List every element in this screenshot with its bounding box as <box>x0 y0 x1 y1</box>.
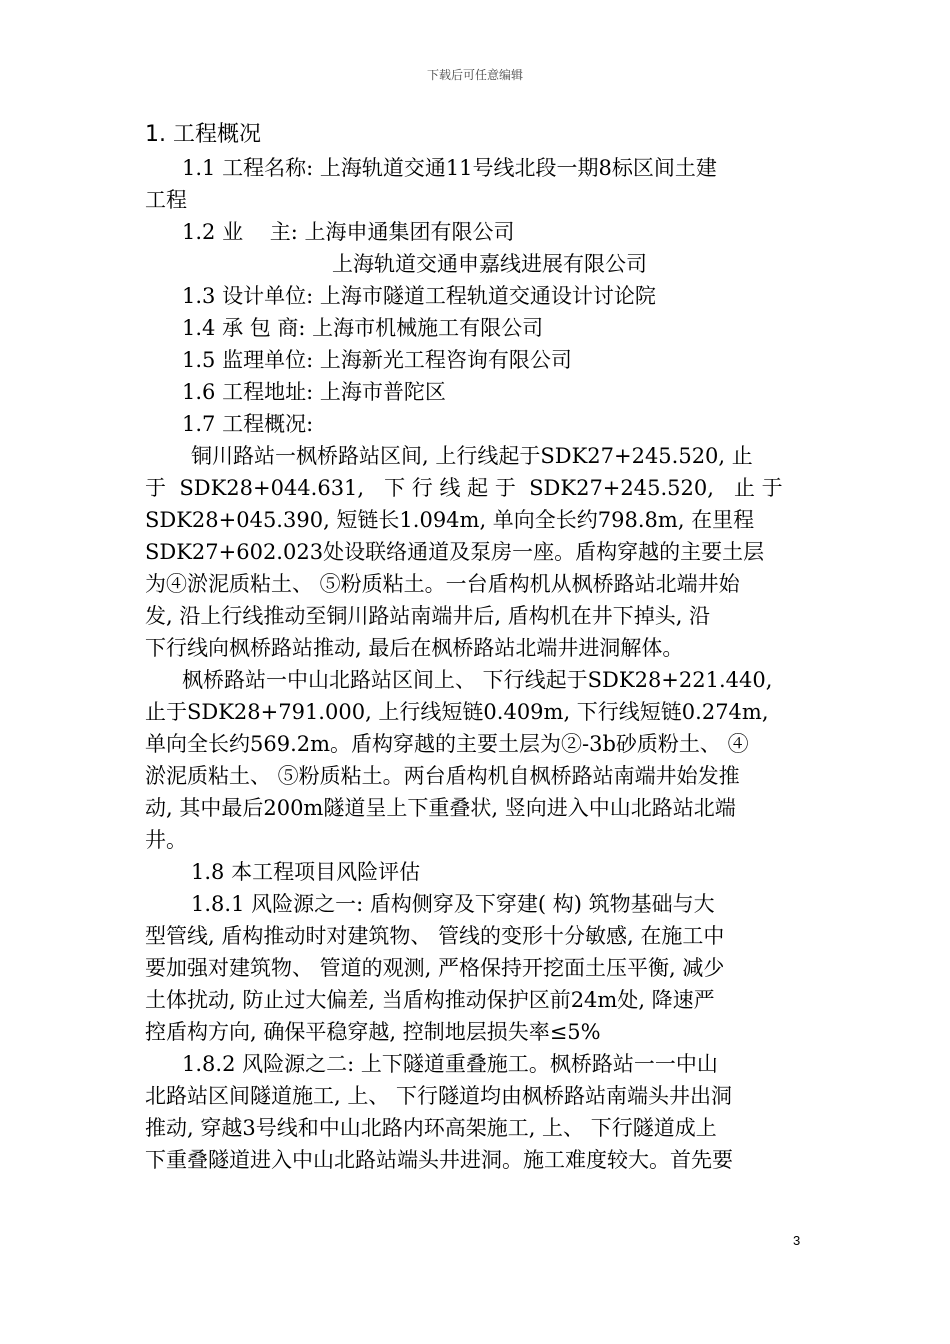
project-name-line: 1.1 工程名称: 上海轨道交通11号线北段一期8标区间土建 <box>182 156 717 180</box>
supervisor-line: 1.5 监理单位: 上海新光工程咨询有限公司 <box>182 348 572 372</box>
paragraph-line: 型管线, 盾构推动时对建筑物、 管线的变形十分敏感, 在施工中 <box>145 924 725 948</box>
paragraph-line: 枫桥路站一中山北路站区间上、 下行线起于SDK28+221.440, <box>182 668 773 692</box>
designer-line: 1.3 设计单位: 上海市隧道工程轨道交通设计讨论院 <box>182 284 656 308</box>
page-header: 下载后可任意编辑 <box>426 68 523 82</box>
paragraph-line: 控盾构方向, 确保平稳穿越, 控制地层损失率≤5% <box>145 1020 601 1044</box>
overview-line: 1.7 工程概况: <box>182 412 314 436</box>
paragraph-line: 动, 其中最后200m隧道呈上下重叠状, 竖向进入中山北路站北端 <box>145 796 736 820</box>
paragraph-line: 要加强对建筑物、 管道的观测, 严格保持开挖面土压平衡, 减少 <box>145 956 725 980</box>
document-body <box>145 118 810 1176</box>
paragraph-line: 单向全长约569.2m。盾构穿越的主要土层为②-3b砂质粉土、 ④ <box>145 732 749 756</box>
paragraph-line: 淤泥质粘土、 ⑤粉质粘土。两台盾构机自枫桥路站南端井始发推 <box>145 764 740 788</box>
paragraph-line: 1.8.2 风险源之二: 上下隧道重叠施工。枫桥路站一一中山 <box>182 1052 718 1076</box>
contractor-line: 1.4 承 包 商: 上海市机械施工有限公司 <box>182 316 544 340</box>
owner-line-2: 上海轨道交通申嘉线进展有限公司 <box>332 252 647 276</box>
paragraph-line: 铜川路站一枫桥路站区间, 上行线起于SDK27+245.520, 止 <box>191 444 753 468</box>
page-number: 3 <box>793 1233 801 1248</box>
section-title: 1. 工程概况 <box>145 122 261 147</box>
paragraph-line: 止于SDK28+791.000, 上行线短链0.409m, 下行线短链0.274m, <box>145 700 769 724</box>
paragraph-risk-1 <box>145 888 810 1048</box>
paragraph-line: SDK28+045.390, 短链长1.094m, 单向全长约798.8m, 在里程 <box>145 508 755 532</box>
paragraph-line: 为④淤泥质粘土、 ⑤粉质粘土。一台盾构机从枫桥路站北端井始 <box>145 572 740 596</box>
owner-line: 1.2 业 主: 上海申通集团有限公司 <box>182 220 515 244</box>
paragraph-line: 1.8.1 风险源之一: 盾构侧穿及下穿建( 构) 筑物基础与大 <box>191 892 715 916</box>
paragraph-line: SDK27+602.023处设联络通道及泵房一座。盾构穿越的主要土层 <box>145 540 765 564</box>
address-line: 1.6 工程地址: 上海市普陀区 <box>182 380 446 404</box>
risk-section-title: 1.8 本工程项目风险评估 <box>191 860 421 884</box>
paragraph-line: 于 SDK28+044.631, 下 行 线 起 于 SDK27+245.520, 止 于 <box>145 476 783 500</box>
paragraph-line: 北路站区间隧道施工, 上、 下行隧道均由枫桥路站南端头井出洞 <box>145 1084 733 1108</box>
paragraph-line: 井。 <box>145 828 187 852</box>
paragraph-line: 下重叠隧道进入中山北路站端头井进洞。施工难度较大。首先要 <box>145 1148 733 1172</box>
paragraph-fengqiao <box>145 664 810 856</box>
project-name-continued: 工程 <box>145 188 187 212</box>
paragraph-line: 发, 沿上行线推动至铜川路站南端井后, 盾构机在井下掉头, 沿 <box>145 604 711 628</box>
paragraph-tongchuan <box>145 440 810 664</box>
paragraph-risk-2 <box>145 1048 810 1176</box>
paragraph-line: 下行线向枫桥路站推动, 最后在枫桥路站北端井进洞解体。 <box>145 636 684 660</box>
paragraph-line: 土体扰动, 防止过大偏差, 当盾构推动保护区前24m处, 降速严 <box>145 988 715 1012</box>
paragraph-line: 推动, 穿越3号线和中山北路内环高架施工, 上、 下行隧道成上 <box>145 1116 717 1140</box>
